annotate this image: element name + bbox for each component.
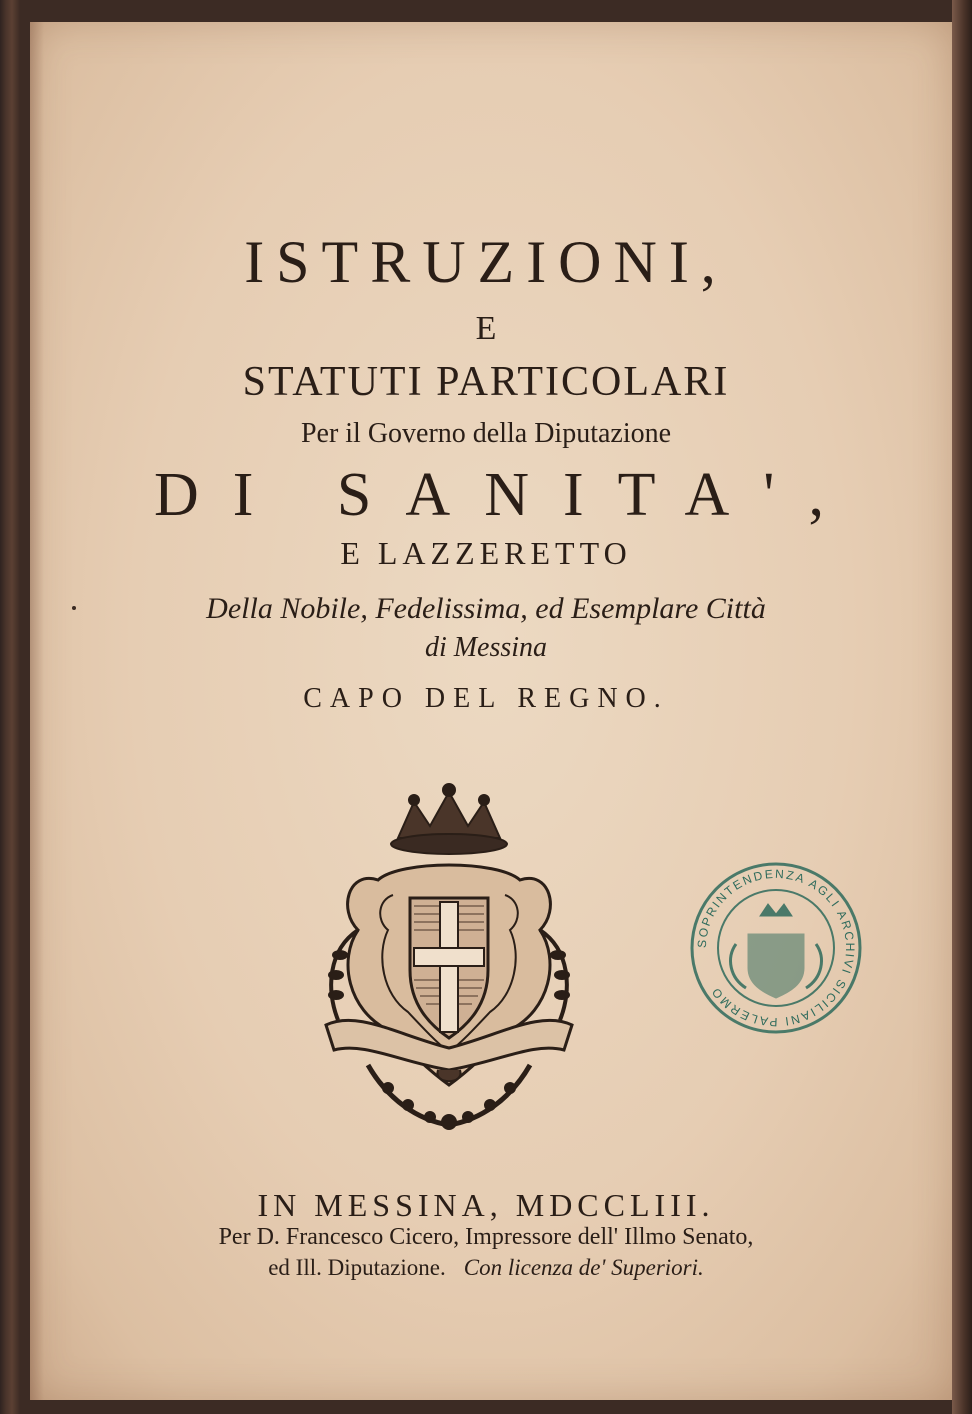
city-description-line: Della Nobile, Fedelissima, ed Esemplare Città [206,592,766,625]
imprint-publisher: ed Ill. Diputazione. [268,1255,446,1280]
sanita-heading: DI SANITA', [154,461,858,529]
coat-of-arms-woodcut [318,780,580,1140]
imprint-license: Con licenza de' Superiori. [463,1255,704,1280]
stamp-text-path: SOPRINTENDENZA AGLI ARCHIVI SICILIANI PALERMO [694,866,858,1030]
lazzeretto-heading: E LAZZERETTO [340,535,632,571]
imprint-publisher-line [0,1255,972,1281]
title-heading: ISTRUZIONI, [244,229,728,295]
imprint-place-date: IN MESSINA, MDCCLIII. [257,1187,715,1223]
ink-speck [72,606,76,610]
conjunction-line: E [475,310,497,347]
subtitle-heading: STATUTI PARTICOLARI [242,359,730,405]
capo-del-regno-line: CAPO DEL REGNO. [303,683,669,714]
archive-stamp [686,858,866,1038]
governo-line: Per il Governo della Diputazione [300,418,672,449]
imprint-printer: Per D. Francesco Cicero, Impressore dell' Illmo Senato, [218,1224,754,1250]
city-name-line: di Messina [424,632,548,663]
